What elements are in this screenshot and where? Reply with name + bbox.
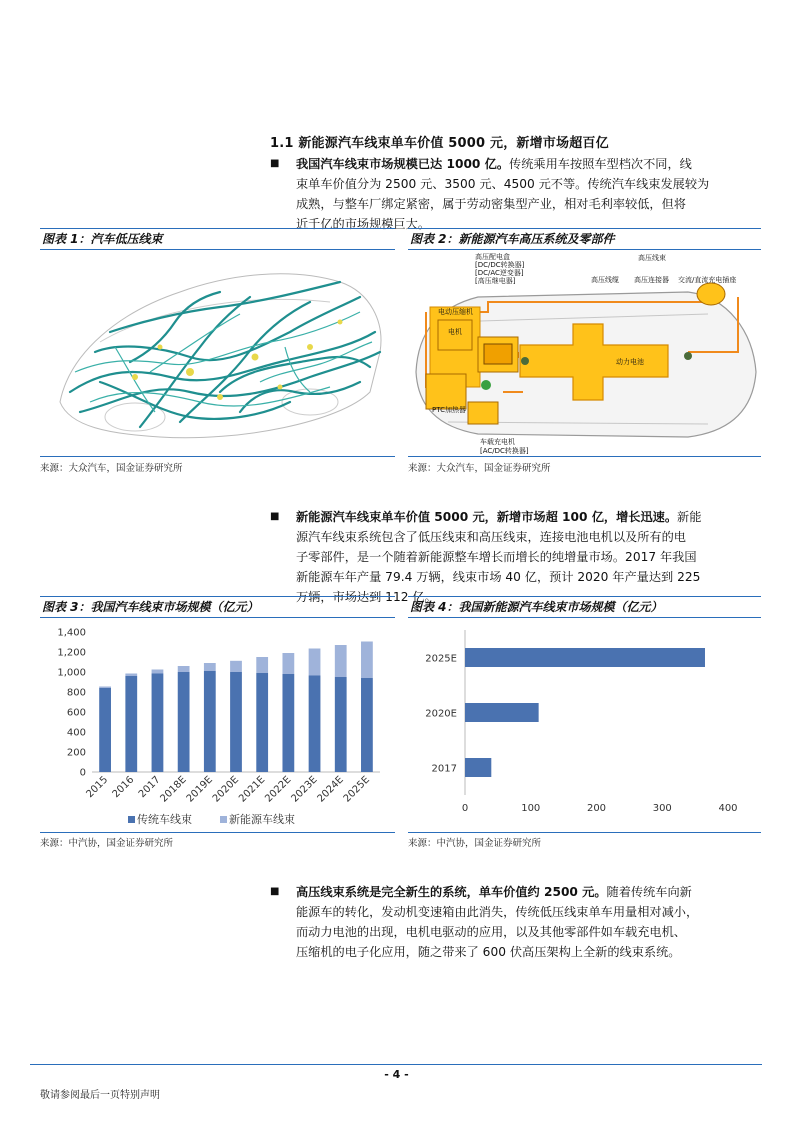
bar-2020e	[465, 703, 539, 722]
y-tick-label: 1,200	[57, 647, 86, 659]
svg-text:[高压继电器]: [高压继电器]	[475, 277, 516, 285]
y-tick-label: 1,000	[57, 667, 86, 679]
figure-3-divider	[40, 832, 395, 833]
label-motor: 电机	[448, 328, 462, 336]
x-tick-label: 2015	[84, 774, 111, 801]
x-tick-label: 2024E	[315, 774, 346, 805]
legend-label: 传统车线束	[137, 813, 192, 826]
y-tick-label: 2025E	[425, 653, 457, 665]
paragraph-nev-harness: ■ 新能源汽车线束单车价值 5000 元，新增市场超 100 亿，增长迅速。新能 源汽车线束系统包含了低压线束和高压线束，连接电池电机以及所有的电 子零部件，是一个随着新能源整车增长而增长的纯增量市场。2017 年我国 新能源车年产量 79.4 万辆，线束市场 40 亿，预计 2020 年产量达到 225 万辆，市场达到 112 亿。	[270, 507, 758, 607]
nev-harness-market-chart	[408, 620, 761, 830]
legend-swatch	[128, 816, 135, 823]
disclaimer: 敬请参阅最后一页特别声明	[40, 1090, 160, 1101]
figure-2-source: 来源：大众汽车，国金证券研究所	[408, 463, 551, 474]
bar-2017	[465, 758, 491, 777]
figure-4-chart	[408, 620, 761, 830]
paragraph-lead: 新能源汽车线束单车价值 5000 元，新增市场超 100 亿，增长迅速。	[296, 510, 678, 524]
x-tick-label: 0	[461, 803, 469, 814]
y-tick-label: 600	[66, 707, 86, 719]
bar-nev	[256, 657, 268, 673]
bar-nev	[99, 687, 111, 689]
svg-text:[DC/DC转换器]: [DC/DC转换器]	[475, 261, 525, 269]
x-tick-label: 2020E	[210, 774, 242, 805]
bar-traditional	[178, 672, 190, 772]
x-tick-label: 2019E	[184, 774, 215, 805]
bar-nev	[204, 663, 216, 671]
bar-traditional	[204, 671, 216, 772]
y-tick-label: 0	[79, 767, 86, 779]
figure-2-hv-system-diagram	[408, 252, 761, 457]
bar-traditional	[335, 677, 347, 772]
section-title: 1.1 新能源汽车线束单车价值 5000 元，新增市场超百亿	[270, 136, 609, 151]
bar-nev	[178, 666, 190, 672]
x-tick-label: 2017	[136, 774, 163, 801]
bar-nev	[282, 653, 294, 674]
x-tick-label: 2023E	[289, 774, 320, 805]
x-tick-label: 2016	[110, 774, 137, 801]
y-tick-label: 2017	[431, 763, 457, 775]
figure-1-title: 图表 1：汽车低压线束	[40, 228, 395, 250]
figure-4-source: 来源：中汽协，国金证券研究所	[408, 838, 542, 849]
figure-2-title: 图表 2：新能源汽车高压系统及零部件	[408, 228, 761, 250]
legend-label: 新能源车线束	[229, 813, 295, 826]
x-tick-label: 300	[652, 803, 672, 814]
x-tick-label: 2025E	[341, 774, 373, 805]
figure-4-title: 图表 4：我国新能源汽车线束市场规模（亿元）	[408, 596, 761, 618]
figure-1-source: 来源：大众汽车，国金证券研究所	[40, 463, 183, 474]
x-tick-label: 2022E	[263, 774, 294, 805]
figure-3-title: 图表 3：我国汽车线束市场规模（亿元）	[40, 596, 395, 618]
bar-traditional	[282, 674, 294, 772]
bar-traditional	[230, 672, 242, 772]
label-battery: 动力电池	[616, 358, 644, 366]
svg-text:[AC/DC转换器]: [AC/DC转换器]	[480, 447, 529, 455]
figure-2-divider	[408, 456, 761, 457]
svg-text:[DC/AC逆变器]: [DC/AC逆变器]	[475, 269, 524, 277]
x-tick-label: 2018E	[158, 774, 189, 805]
label-compressor: 电动压缩机	[438, 308, 473, 316]
y-tick-label: 800	[66, 687, 86, 699]
bar-traditional	[152, 674, 164, 773]
legend-swatch	[220, 816, 227, 823]
x-tick-label: 100	[521, 803, 541, 814]
x-tick-label: 400	[718, 803, 738, 814]
bar-nev	[152, 670, 164, 674]
figure-1-divider	[40, 456, 395, 457]
bar-nev	[309, 649, 321, 676]
bar-traditional	[256, 673, 268, 772]
paragraph-market-size: ■ 我国汽车线束市场规模已达 1000 亿。传统乘用车按照车型档次不同，线 束单车价值分为 2500 元、3500 元、4500 元不等。传统汽车线束发展较为 成熟，与整车厂绑定紧密，属于劳动密集型产业，相对毛利率较低，但将 近千亿的市场规模巨大。	[270, 154, 758, 234]
bar-traditional	[99, 688, 111, 772]
bullet-icon: ■	[270, 511, 280, 522]
page-number: - 4 -	[384, 1068, 409, 1081]
paragraph-lead: 我国汽车线束市场规模已达 1000 亿。	[296, 157, 510, 171]
bar-nev	[125, 674, 137, 677]
china-harness-market-chart	[40, 620, 395, 830]
y-tick-label: 2020E	[425, 708, 457, 720]
label-charger: 车载充电机	[480, 438, 515, 446]
footer-divider	[30, 1064, 762, 1065]
figure-3-source: 来源：中汽协，国金证券研究所	[40, 838, 174, 849]
label-socket: 交流/直流充电插座	[678, 276, 737, 284]
bar-nev	[361, 642, 373, 679]
bullet-icon: ■	[270, 886, 280, 897]
bar-2025e	[465, 648, 705, 667]
bullet-icon: ■	[270, 158, 280, 169]
paragraph-lead: 高压线束系统是完全新生的系统，单车价值约 2500 元。	[296, 885, 607, 899]
figure-4-divider	[408, 832, 761, 833]
bar-traditional	[125, 676, 137, 772]
paragraph-hv-harness: ■ 高压线束系统是完全新生的系统，单车价值约 2500 元。随着传统车向新 能源车的转化，发动机变速箱由此消失，传统低压线束单车用量相对减小， 而动力电池的出现，电机电驱动的应用，以及其他零部件如车载充电机、 压缩机的电子化应用，随之带来了 600 伏高压架构上全新的线束系统。	[270, 882, 758, 962]
x-tick-label: 2021E	[237, 774, 268, 805]
label-harness: 高压线束	[638, 254, 666, 262]
label-ptc: PTC加热器	[432, 406, 466, 414]
label-pdu: 高压配电盒	[475, 253, 510, 261]
bar-nev	[230, 661, 242, 672]
bar-traditional	[309, 676, 321, 773]
figure-1-harness-image	[40, 252, 395, 452]
figure-3-chart	[40, 620, 395, 830]
y-tick-label: 200	[66, 747, 86, 759]
label-cable: 高压线缆	[591, 276, 619, 284]
bar-nev	[335, 645, 347, 677]
bar-traditional	[361, 678, 373, 772]
x-tick-label: 200	[586, 803, 607, 814]
y-tick-label: 1,400	[57, 627, 86, 639]
y-tick-label: 400	[66, 727, 86, 739]
label-connector: 高压连接器	[634, 276, 669, 284]
